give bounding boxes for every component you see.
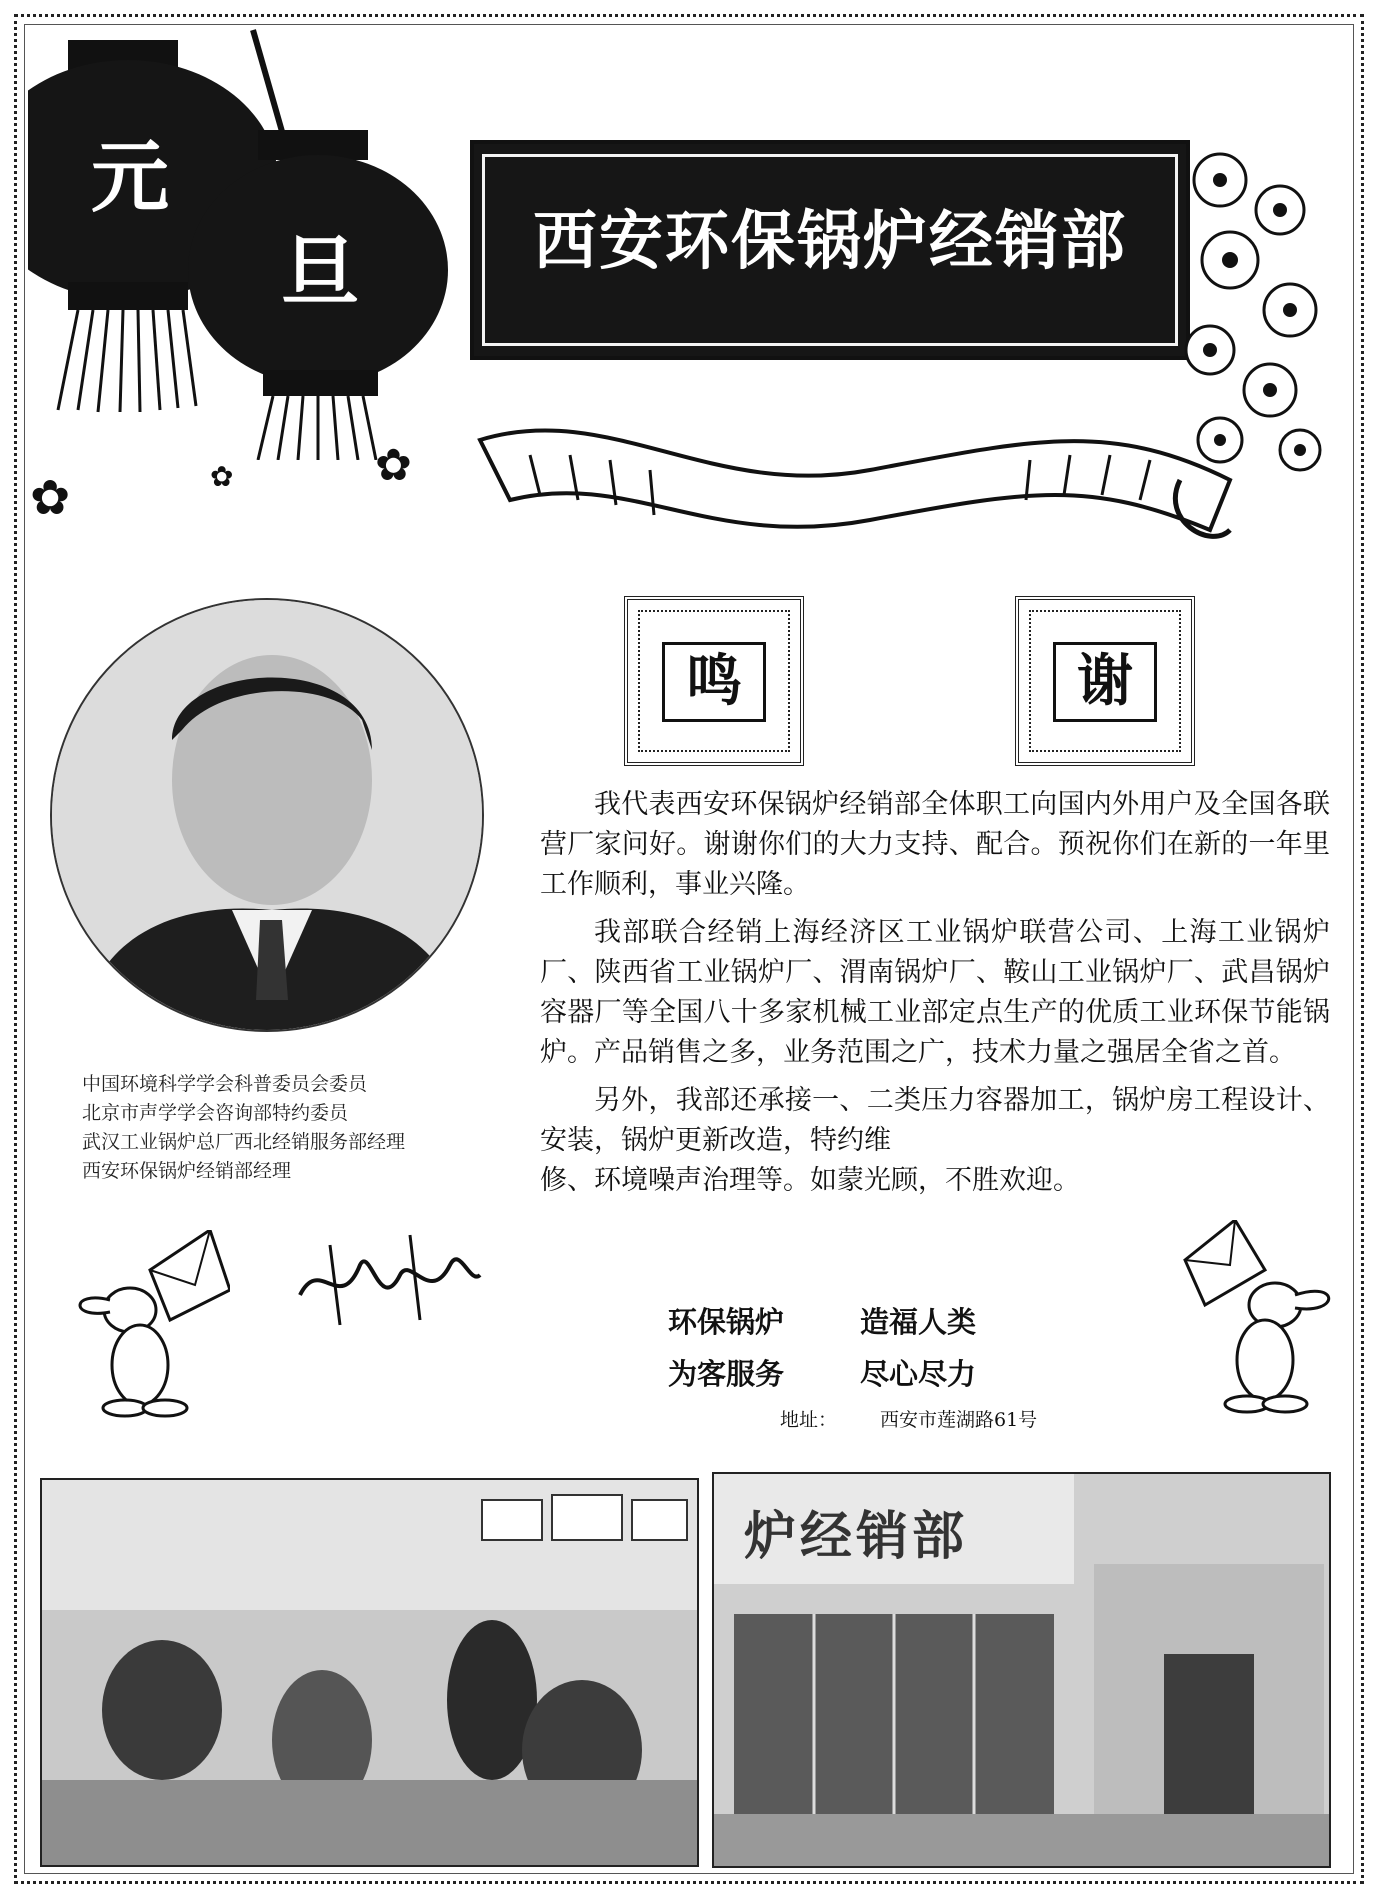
paragraph-greeting: 我代表西安环保锅炉经销部全体职工向国内外用户及全国各联营厂家问好。谢谢你们的大力支持、配合。预祝你们在新的一年里工作顺利，事业兴隆。 — [540, 789, 1330, 900]
caption-line: 西安环保锅炉经销部经理 — [82, 1160, 292, 1182]
paragraph-services: 另外，我部还承接一、二类压力容器加工，锅炉房工程设计、安装，锅炉更新改造，特约维 — [540, 1085, 1330, 1156]
rabbit-envelope-icon — [70, 1230, 230, 1420]
address-value: 西安市莲湖路61号 — [880, 1409, 1038, 1431]
title-banner — [470, 140, 1190, 360]
address-label: 地址： — [780, 1409, 838, 1431]
storefront-sign: 炉经销部 — [744, 1507, 969, 1567]
paragraph-products: 我部联合经销上海经济区工业锅炉联营公司、上海工业锅炉厂、陕西省工业锅炉厂、渭南锅炉厂、鞍山工业锅炉厂、武昌锅炉容器厂等全国八十多家机械工业部定点生产的优质工业环保节能锅炉。产品销售之多，业务范围之广，技术力量之强居全省之首。 — [540, 917, 1330, 1068]
paragraph-services-cont: 修、环境噪声治理等。如蒙光顾，不胜欢迎。 — [540, 1165, 1080, 1196]
slogan: 为客服务 — [668, 1357, 785, 1391]
lantern-tassel-right — [258, 396, 376, 460]
thanks-char-ming: 鸣 — [662, 642, 766, 722]
flower-icon: ✿ — [375, 440, 412, 491]
signature — [290, 1225, 490, 1335]
flower-bouquet — [1150, 120, 1350, 560]
thanks-box-right — [1015, 596, 1195, 766]
thanks-box-left — [624, 596, 804, 766]
rabbit-envelope-icon — [1175, 1220, 1345, 1420]
lantern-char-dan: 旦 — [280, 228, 359, 318]
page-title: 西安环保锅炉经销部 — [533, 205, 1127, 279]
lantern-char-yuan: 元 — [90, 133, 169, 223]
thanks-char-xie: 谢 — [1053, 642, 1157, 722]
slogan: 环保锅炉 — [668, 1305, 785, 1339]
lantern-tassel-left — [58, 310, 196, 412]
body-text — [540, 785, 1330, 1209]
slogan: 尽心尽力 — [860, 1357, 977, 1391]
office-photo — [40, 1478, 699, 1867]
storefront-photo — [712, 1472, 1331, 1868]
flower-icon: ✿ — [30, 470, 71, 526]
slogan: 造福人类 — [860, 1305, 977, 1339]
manager-portrait — [50, 598, 484, 1032]
caption-line: 中国环境科学学会科普委员会委员 — [82, 1073, 368, 1095]
flower-icon: ✿ — [210, 460, 234, 493]
caption-line: 武汉工业锅炉总厂西北经销服务部经理 — [82, 1131, 406, 1153]
caption-block — [82, 1070, 405, 1186]
caption-line: 北京市声学学会咨询部特约委员 — [82, 1102, 349, 1124]
